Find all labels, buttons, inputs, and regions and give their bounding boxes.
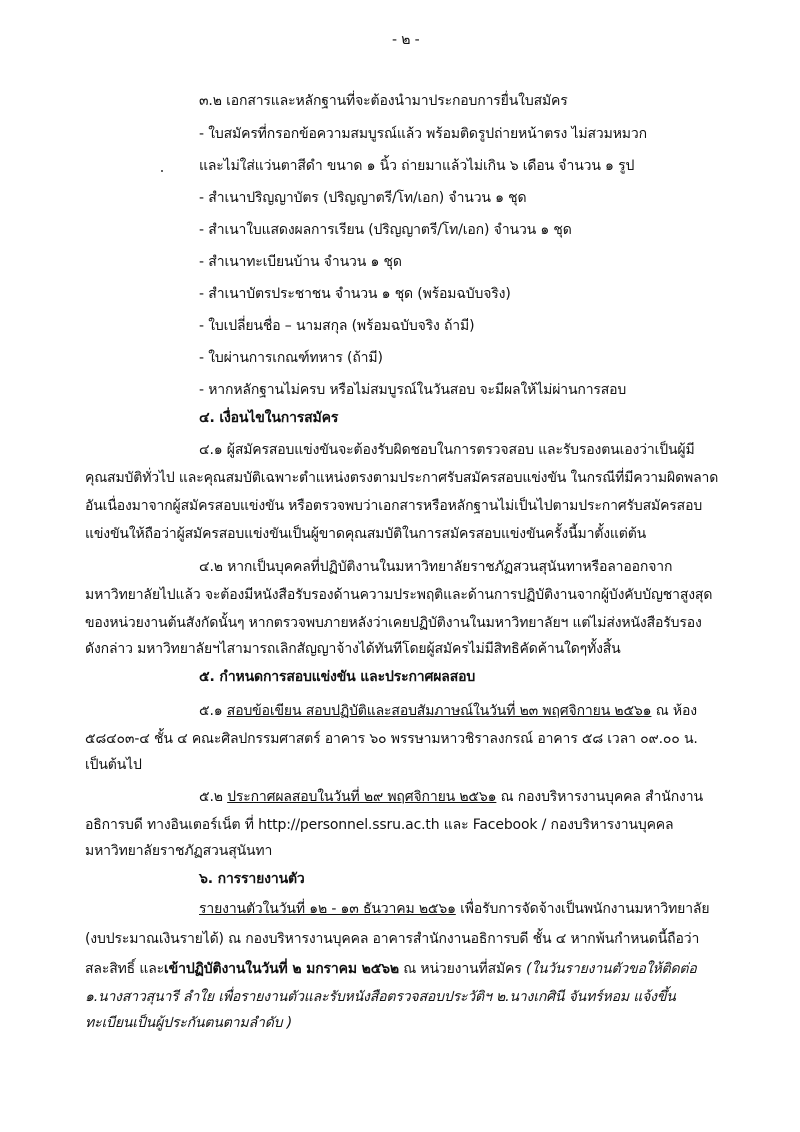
paragraph-line: อันเนื่องมาจากผู้สมัครสอบแข่งขัน หรือตรวจพบว่าเอกสารหรือหลักฐานไม่เป็นไปตามประกาศรับสมัครสอบ bbox=[85, 498, 703, 514]
result-date-underlined: ประกาศผลสอบในวันที่ ๒๙ พฤศจิกายน ๒๕๖๑ bbox=[227, 789, 497, 805]
list-item: - หากหลักฐานไม่ครบ หรือไม่สมบูรณ์ในวันสอบ จะมีผลให้ไม่ผ่านการสอบ bbox=[199, 382, 627, 398]
report-date-line bbox=[199, 899, 709, 919]
stray-dot-mark bbox=[161, 170, 163, 172]
report-date-underlined: รายงานตัวในวันที่ ๑๒ - ๑๓ ธันวาคม ๒๕๖๑ bbox=[199, 901, 456, 917]
result-item-number: ๕.๒ bbox=[199, 789, 228, 805]
paragraph-line: คุณสมบัติทั่วไป และคุณสมบัติเฉพาะตำแหน่งตรงตามประกาศรับสมัครสอบแข่งขัน ในกรณีที่มีความผิดพลาด bbox=[85, 470, 719, 486]
section-3-2-heading: ๓.๒ เอกสารและหลักฐานที่จะต้องนำมาประกอบการยื่นใบสมัคร bbox=[199, 93, 568, 109]
paragraph-line: ๔.๑ ผู้สมัครสอบแข่งขันจะต้องรับผิดชอบในการตรวจสอบ และรับรองตนเองว่าเป็นผู้มี bbox=[199, 442, 695, 458]
paragraph-line: ดังกล่าว มหาวิทยาลัยฯไสามารถเลิกสัญญาจ้างได้ทันทีโดยผู้สมัครไม่มีสิทธิคัดค้านใดๆทั้งสิ้น bbox=[85, 641, 621, 657]
forfeit-text: สละสิทธิ์ และ bbox=[85, 961, 165, 977]
paragraph-line: (งบประมาณเงินรายได้) ณ กองบริหารงานบุคคล อาคารสำนักงานอธิการบดี ชั้น ๔ หากพ้นกำหนดนี้ถือว่า bbox=[85, 931, 700, 947]
list-item: - ใบเปลี่ยนชื่อ – นามสกุล (พร้อมฉบับจริง ถ้ามี) bbox=[199, 318, 475, 334]
exam-date-underlined: สอบข้อเขียน สอบปฏิบัติและสอบสัมภาษณ์ในวันที่ ๒๓ พฤศจิกายน ๒๕๖๑ bbox=[226, 703, 652, 719]
report-purpose: เพื่อรับการจัดจ้างเป็นพนักงานมหาวิทยาลัย bbox=[455, 901, 710, 917]
list-item: - สำเนาบัตรประชาชน จำนวน ๑ ชุด (พร้อมฉบับจริง) bbox=[199, 286, 511, 302]
contact-line: ๑.นางสาวสุนารี ลำใย เพื่อรายงานตัวและรับหนังสือตรวจสอบประวัติฯ ๒.นางเกศินี จันทร์หอม แจ้งขึ้น bbox=[85, 989, 676, 1005]
result-date-line bbox=[199, 787, 703, 807]
unit-text: ณ หน่วยงานที่สมัคร bbox=[398, 961, 526, 977]
paragraph-line: แข่งขันให้ถือว่าผู้สมัครสอบแข่งขันเป็นผู้ขาดคุณสมบัติในการสมัครสอบแข่งขันครั้งนี้มาตั้งแต่ต้น bbox=[85, 526, 647, 542]
section-6-heading: ๖. การรายงานตัว bbox=[199, 871, 305, 887]
section-4-heading: ๔. เงื่อนไขในการสมัคร bbox=[199, 410, 339, 426]
section-5-heading: ๕. กำหนดการสอบแข่งขัน และประกาศผลสอบ bbox=[199, 669, 476, 685]
list-item: - สำเนาทะเบียนบ้าน จำนวน ๑ ชุด bbox=[199, 254, 402, 270]
paragraph-line: มหาวิทยาลัยราชภัฏสวนสุนันทา bbox=[85, 843, 273, 859]
paragraph-line: ๕๘๔๐๓-๔ ชั้น ๔ คณะศิลปกรรมศาสตร์ อาคาร ๖๐ พรรษามหาวชิราลงกรณ์ อาคาร ๕๘ เวลา ๐๙.๐๐ น. bbox=[85, 731, 698, 747]
result-location: ณ กองบริหารงานบุคคล สำนักงาน bbox=[496, 789, 703, 805]
start-work-date: เข้าปฏิบัติงานในวันที่ ๒ มกราคม ๒๕๖๒ bbox=[164, 961, 399, 977]
list-item: - ใบสมัครที่กรอกข้อความสมบูรณ์แล้ว พร้อมติดรูปถ่ายหน้าตรง ไม่สวมหมวก bbox=[199, 126, 647, 142]
list-item: และไม่ใส่แว่นตาสีดำ ขนาด ๑ นิ้ว ถ่ายมาแล้วไม่เกิน ๖ เดือน จำนวน ๑ รูป bbox=[199, 158, 635, 174]
list-item: - สำเนาปริญญาบัตร (ปริญญาตรี/โท/เอก) จำนวน ๑ ชุด bbox=[199, 190, 527, 206]
exam-date-line bbox=[199, 701, 697, 721]
list-item: - ใบผ่านการเกณฑ์ทหาร (ถ้ามี) bbox=[199, 350, 383, 366]
start-date-line bbox=[85, 959, 697, 979]
paragraph-line: มหาวิทยาลัยไปแล้ว จะต้องมีหนังสือรับรองด้านความประพฤติและด้านการปฏิบัติงานจากผู้บังคับบัญชาสูงสุด bbox=[85, 587, 713, 603]
paragraph-line: ของหน่วยงานต้นสังกัดนั้นๆ หากตรวจพบภายหลังว่าเคยปฏิบัติงานในมหาวิทยาลัยฯ แต่ไม่ส่งหนังสือรับรอง bbox=[85, 615, 702, 631]
contact-note: (ในวันรายงานตัวขอให้ติดต่อ bbox=[525, 961, 697, 977]
exam-room-prefix: ณ ห้อง bbox=[651, 703, 697, 719]
exam-item-number: ๕.๑ bbox=[199, 703, 227, 719]
list-item: - สำเนาใบแสดงผลการเรียน (ปริญญาตรี/โท/เอก) จำนวน ๑ ชุด bbox=[199, 222, 572, 238]
paragraph-line: ๔.๒ หากเป็นบุคคลที่ปฏิบัติงานในมหาวิทยาลัยราชภัฏสวนสุนันทาหรือลาออกจาก bbox=[199, 559, 673, 575]
contact-line: ทะเบียนเป็นผู้ประกันตนตามลำดับ ) bbox=[85, 1015, 293, 1031]
paragraph-line: อธิการบดี ทางอินเตอร์เน็ต ที่ http://personnel.ssru.ac.th และ Facebook / กองบริหารงานบุคคล bbox=[85, 817, 674, 833]
paragraph-line: เป็นต้นไป bbox=[85, 757, 142, 773]
page-number: - ๒ - bbox=[392, 32, 420, 48]
